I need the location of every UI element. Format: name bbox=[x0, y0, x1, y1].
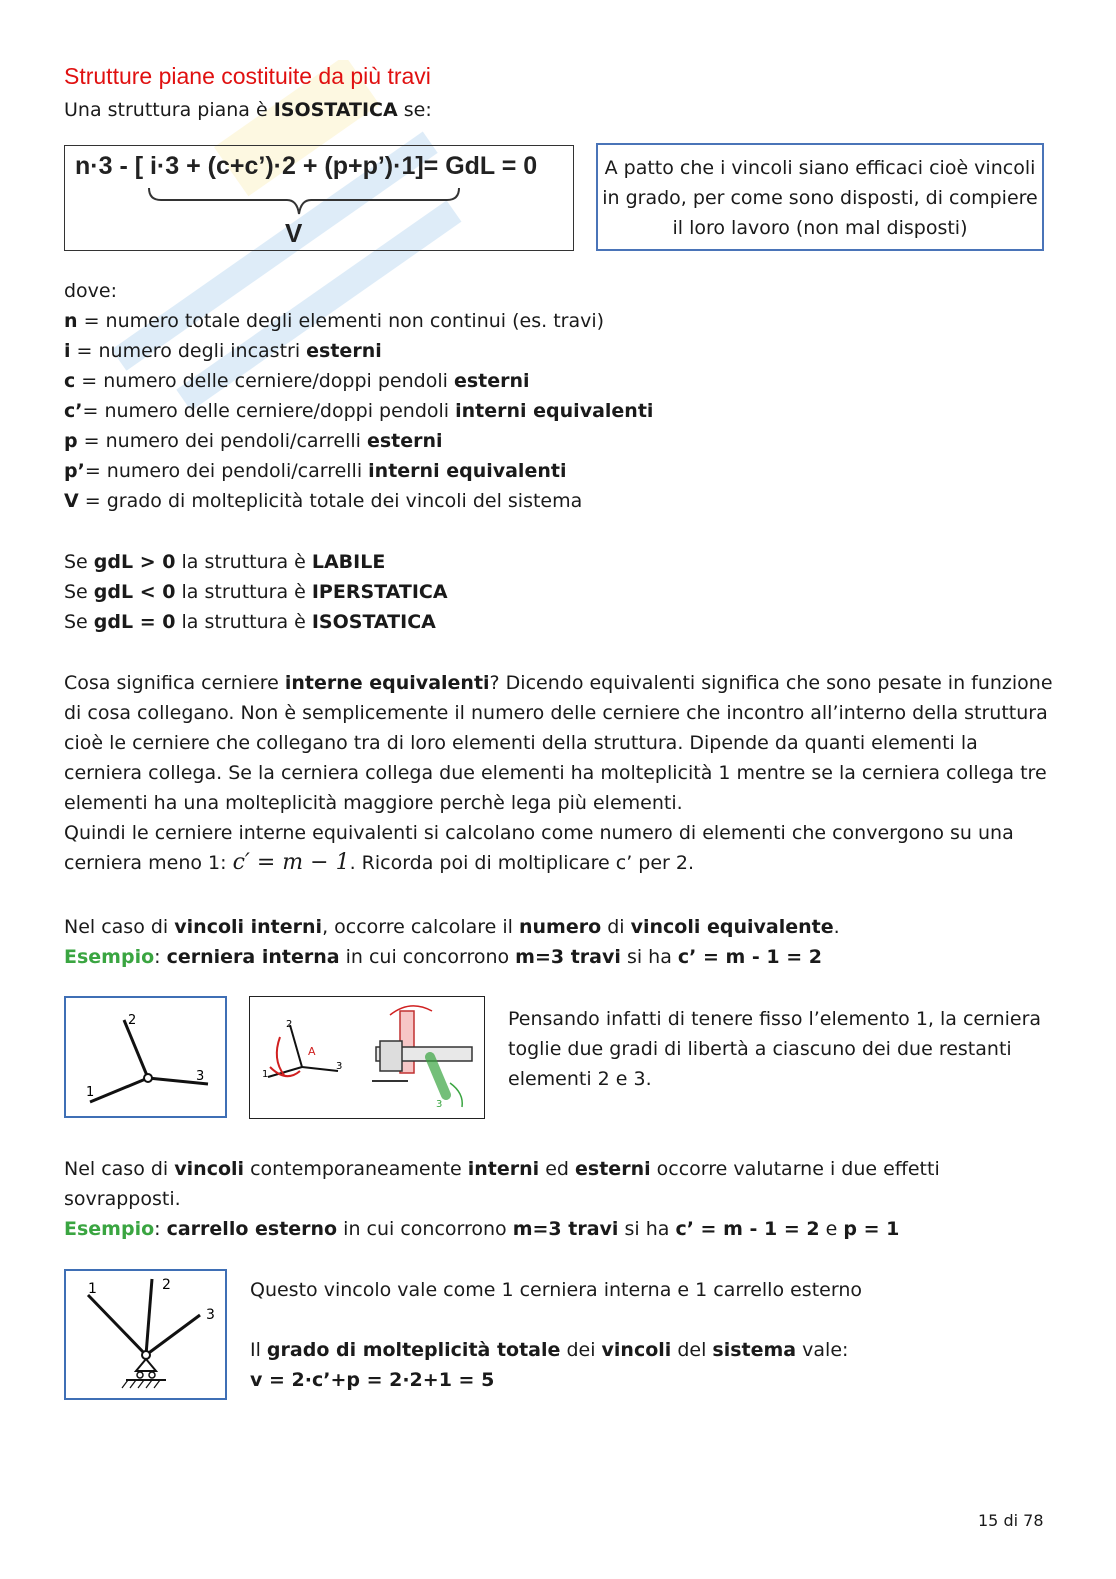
roller-diagram bbox=[66, 1271, 225, 1398]
sketch-label-2: 2 bbox=[286, 1019, 293, 1030]
definition-c-prime: c’= numero delle cerniere/doppi pendoli interni equivalenti bbox=[64, 400, 654, 422]
definition-c: c = numero delle cerniere/doppi pendoli esterni bbox=[64, 370, 530, 392]
mechanism-sketch bbox=[250, 997, 483, 1117]
roller-label-1: 1 bbox=[88, 1281, 97, 1297]
sketch-label-1: 1 bbox=[262, 1069, 269, 1080]
sketch-label-3b: 3 bbox=[436, 1099, 443, 1110]
note-box: A patto che i vincoli siano efficaci cioè vincoli in grado, per come sono disposti, di compiere il loro lavoro (non mal disposti) bbox=[596, 143, 1044, 251]
figure-hinge-mechanism bbox=[249, 996, 485, 1119]
roller-label-3: 3 bbox=[206, 1307, 215, 1323]
definition-p-prime: p’= numero dei pendoli/carrelli interni equivalenti bbox=[64, 460, 567, 482]
condition-iperstatica: Se gdL < 0 la struttura è IPERSTATICA bbox=[64, 581, 448, 603]
dove-label: dove: bbox=[64, 280, 118, 302]
intro-line: Una struttura piana è ISOSTATICA se: bbox=[64, 99, 432, 121]
multiplicity-formula: v = 2·c’+p = 2·2+1 = 5 bbox=[250, 1369, 495, 1391]
paragraph-equivalent-hinges: Cosa significa cerniere interne equivalenti? Dicendo equivalenti significa che sono pesate in funzione di cosa collegano. Non è semplicemente il numero delle cerniere che incontro all’interno della struttura cioè le cerniere che collegano tra di loro elementi della struttura. Dipende da quanti elementi la cerniera collega. Se la cerniera collega due elementi ha molteplicità 1 mentre se la cerniera collega tre elementi ha una molteplicità maggiore perchè lega più elementi. bbox=[64, 672, 1053, 814]
figure-caption-hinge: Pensando infatti di tenere fisso l’elemento 1, la cerniera toglie due gradi di libertà a ciascuno dei due restanti elementi 2 e 3. bbox=[508, 1008, 1042, 1090]
brace-icon bbox=[147, 184, 467, 224]
page-number: 15 di 78 bbox=[978, 1511, 1044, 1530]
definition-v: V = grado di molteplicità totale dei vincoli del sistema bbox=[64, 490, 583, 512]
conditions-list bbox=[64, 547, 448, 637]
hinge-formula: c′ = m − 1 bbox=[232, 850, 350, 875]
formula-box bbox=[64, 145, 574, 251]
condition-labile: Se gdL > 0 la struttura è LABILE bbox=[64, 551, 386, 573]
definition-n: n = numero totale degli elementi non continui (es. travi) bbox=[64, 310, 605, 332]
bar-label-2: 2 bbox=[128, 1013, 137, 1028]
paragraph-internal-external: Nel caso di vincoli contemporaneamente interni ed esterni occorre valutarne i due effetti sovrapposti. bbox=[64, 1158, 940, 1210]
figure-hinge-three-bars bbox=[64, 996, 227, 1118]
multiplicity-statement: Il grado di molteplicità totale dei vincoli del sistema vale: bbox=[250, 1339, 849, 1361]
example-internal-hinge: Esempio: cerniera interna in cui concorrono m=3 travi si ha c’ = m - 1 = 2 bbox=[64, 946, 823, 968]
definition-i: i = numero degli incastri esterni bbox=[64, 340, 382, 362]
definitions-list bbox=[64, 306, 653, 516]
definition-p: p = numero dei pendoli/carrelli esterni bbox=[64, 430, 443, 452]
figure-roller-three-bars bbox=[64, 1269, 227, 1400]
page-title: Strutture piane costituite da più travi bbox=[64, 63, 431, 89]
hinge-diagram bbox=[66, 998, 225, 1116]
roller-caption: Questo vincolo vale come 1 cerniera interna e 1 carrello esterno bbox=[250, 1279, 862, 1301]
sketch-label-3: 3 bbox=[336, 1061, 343, 1072]
bar-label-3: 3 bbox=[196, 1069, 205, 1084]
paragraph-internal-constraints: Nel caso di vincoli interni, occorre calcolare il numero di vincoli equivalente. bbox=[64, 916, 840, 938]
brace-label: V bbox=[285, 218, 303, 248]
bar-label-1: 1 bbox=[86, 1085, 95, 1100]
condition-isostatica: Se gdL = 0 la struttura è ISOSTATICA bbox=[64, 611, 436, 633]
paragraph-formula-hinges: Quindi le cerniere interne equivalenti si calcolano come numero di elementi che convergono su una cerniera meno 1: c′ = m − 1. Ricorda poi di moltiplicare c’ per 2. bbox=[64, 822, 1014, 875]
roller-label-2: 2 bbox=[162, 1277, 171, 1293]
isostatic-formula: n·3 - [ i·3 + (c+c’)·2 + (p+p’)·1]= GdL = 0 bbox=[75, 152, 538, 180]
sketch-label-a: A bbox=[308, 1045, 316, 1058]
example-external-roller: Esempio: carrello esterno in cui concorrono m=3 travi si ha c’ = m - 1 = 2 e p = 1 bbox=[64, 1218, 900, 1240]
